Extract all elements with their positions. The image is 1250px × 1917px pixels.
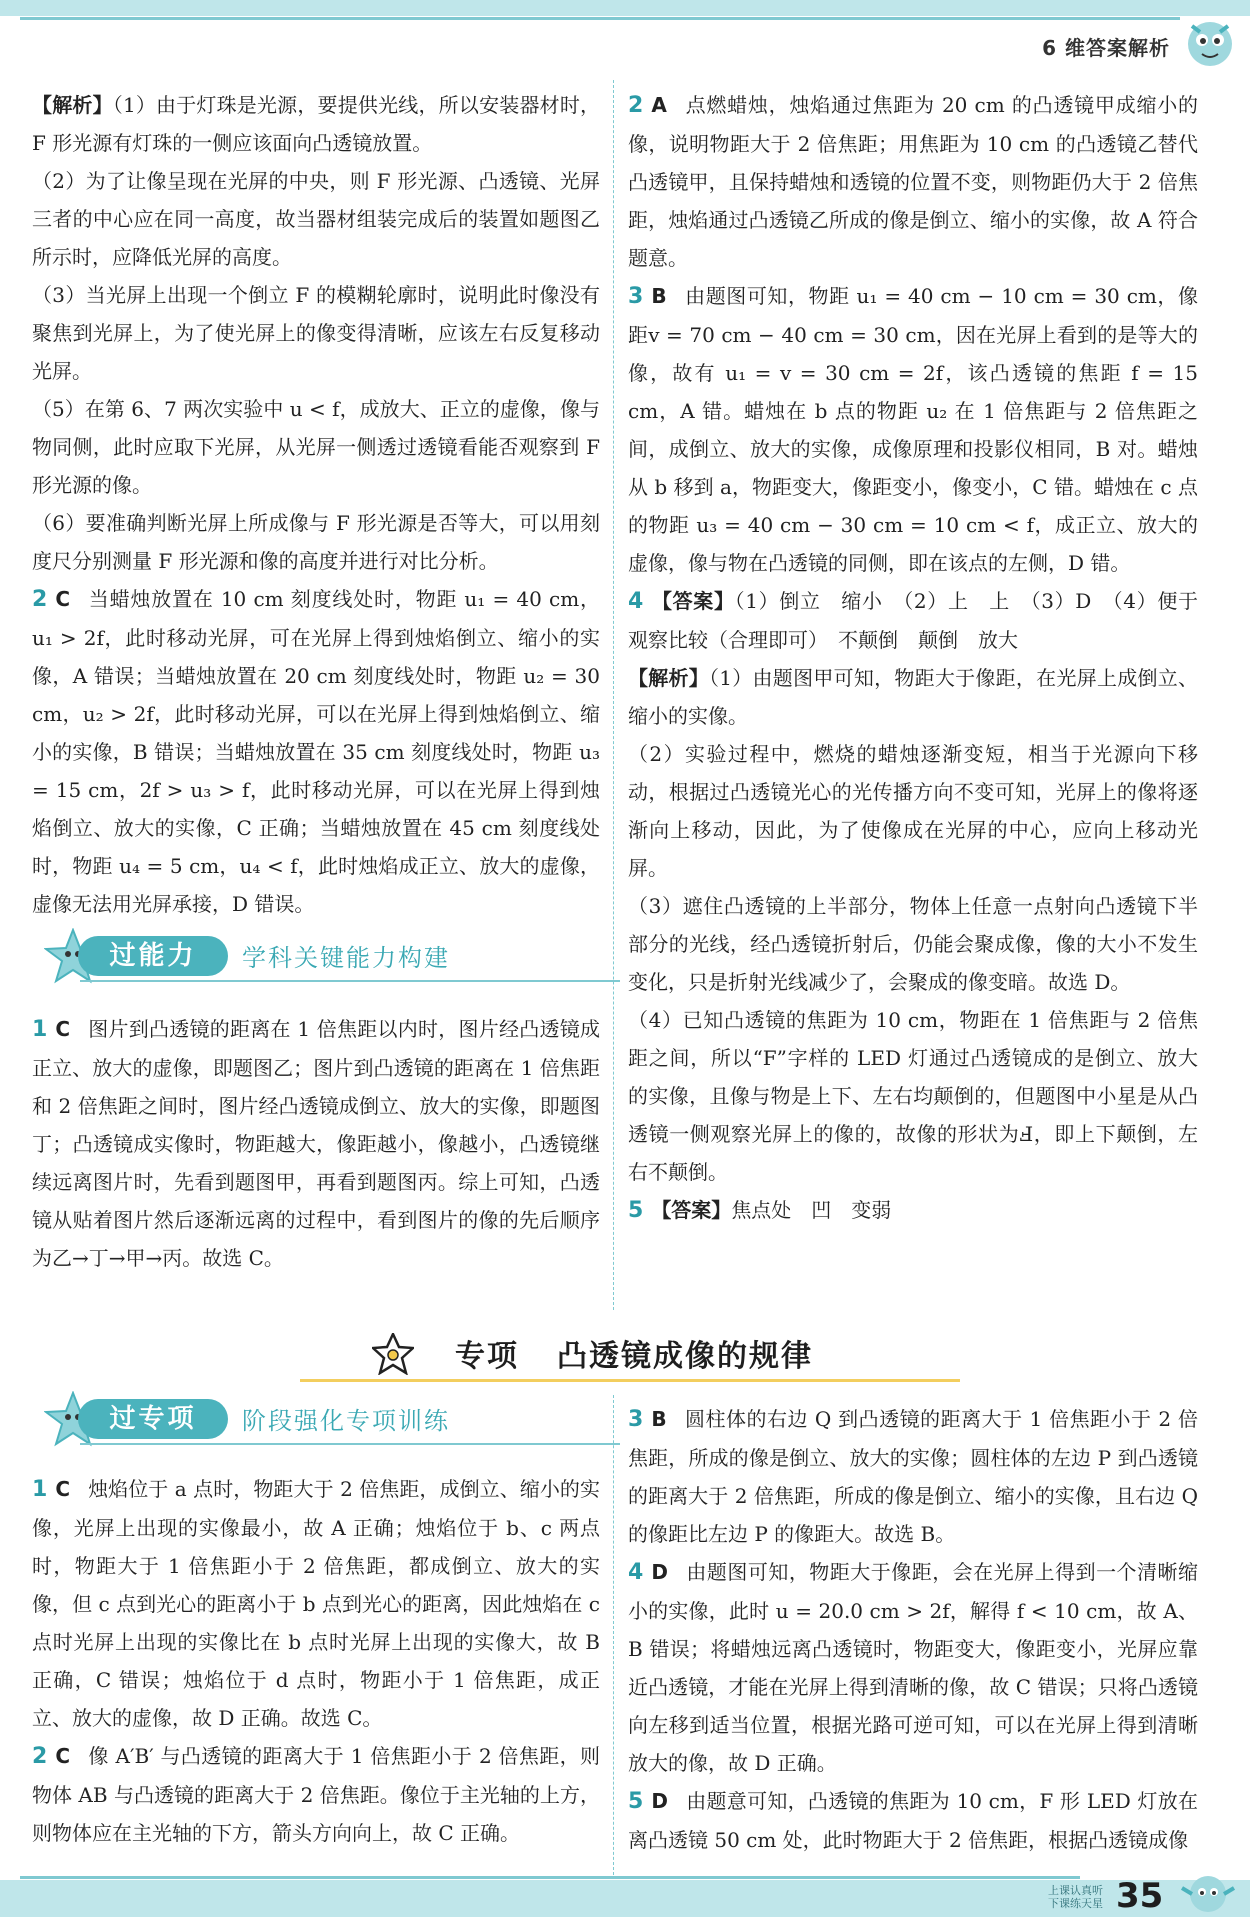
answer-item	[628, 1400, 1198, 1553]
question-number: 2	[32, 587, 48, 612]
answer-choice: C	[55, 1017, 70, 1041]
answer-choice: C	[55, 587, 70, 611]
answer-item	[628, 277, 1198, 582]
answer-item	[32, 1010, 600, 1277]
answer-item	[628, 86, 1198, 277]
paragraph-text: （1）由于灯珠是光源，要提供光线，所以安装器材时，F 形光源有灯珠的一侧应该面向凸透镜放置。	[32, 93, 601, 155]
footer-slogan	[1048, 1884, 1108, 1910]
answer-choice: B	[651, 284, 667, 308]
paragraph-text: 像 A′B′ 与凸透镜的距离大于 1 倍焦距小于 2 倍焦距，则物体 AB 与凸透镜的距离大于 2 倍焦距。像位于主光轴的上方，则物体应在主光轴的下方，箭头方向向上，故 C 正确。	[32, 1744, 600, 1845]
banner-practice-subtitle: 阶段强化专项训练	[242, 1407, 450, 1435]
analysis-paragraph	[628, 735, 1198, 887]
topic-heading	[0, 1325, 1250, 1381]
answer-item	[32, 1470, 600, 1737]
paragraph-text: 当蜡烛放置在 10 cm 刻度线处时，物距 u₁ = 40 cm，u₁ > 2f，此时移动光屏，可在光屏上得到烛焰倒立、缩小的实像，A 错误；当蜡烛放置在 20 cm 刻度线处时，物距 u₂ = 30 cm，u₂ > 2f，此时移动光屏，可以在光屏上得到烛焰倒立、缩小的实像，B 错误；当蜡烛放置在 35 cm 刻度线处时，物距 u₃ = 15 cm，2f > u₃ > f，此时移动光屏，可以在光屏上得到烛焰倒立、放大的实像，C 正确；当蜡烛放置在 45 cm 刻度线处时，物距 u₄ = 5 cm，u₄ < f，此时烛焰成正立、放大的虚像，虚像无法用光屏承接，D 错误。	[32, 587, 600, 916]
paragraph-text: 由题意可知，凸透镜的焦距为 10 cm，F 形 LED 灯放在离凸透镜 50 cm 处，此时物距大于 2 倍焦距，根据凸透镜成像	[628, 1789, 1198, 1852]
paragraph-text: （1）由题图甲可知，物距大于像距，在光屏上成倒立、缩小的实像。	[628, 666, 1198, 728]
column-divider-bottom	[613, 1395, 615, 1875]
paragraph-text: （3）当光屏上出现一个倒立 F 的模糊轮廓时，说明此时像没有聚焦到光屏上，为了使光屏上的像变得清晰，应该左右反复移动光屏。	[32, 283, 600, 383]
answer-choice: D	[651, 1789, 668, 1813]
paragraph-text: （5）在第 6、7 两次实验中 u < f，成放大、正立的虚像，像与物同侧，此时应取下光屏，从光屏一侧透过透镜看能否观察到 F 形光源的像。	[32, 397, 600, 497]
question-number: 4	[628, 1560, 644, 1585]
answer-choice: C	[55, 1477, 70, 1501]
paragraph-text: 由题图可知，物距大于像距，会在光屏上得到一个清晰缩小的实像，此时 u = 20.0 cm > 2f，解得 f < 10 cm，故 A、B 错误；将蜡烛远离凸透镜时，物距变大，像距变小，光屏应靠近凸透镜，才能在光屏上得到清晰的像，故 C 错误；只将凸透镜向左移到适当位置，根据光路可逆可知，可以在光屏上得到清晰放大的像，故 D 正确。	[628, 1560, 1198, 1775]
paragraph-text: 图片到凸透镜的距离在 1 倍焦距以内时，图片经凸透镜成正立、放大的虚像，即题图乙；图片到凸透镜的距离在 1 倍焦距和 2 倍焦距之间时，图片经凸透镜成倒立、放大的实像，即题图丁；凸透镜成实像时，物距越大，像距越小，像越小，凸透镜继续远离图片时，先看到题图甲，再看到题图丙。综上可知，凸透镜从贴着图片然后逐渐远离的过程中，看到图片的像的先后顺序为乙→丁→甲→丙。故选 C。	[32, 1017, 600, 1270]
analysis-paragraph	[32, 276, 600, 390]
analysis-paragraph	[32, 504, 600, 580]
banner-ability-subtitle: 学科关键能力构建	[242, 944, 450, 972]
paragraph-text: （4）已知凸透镜的焦距为 10 cm，物距在 1 倍焦距与 2 倍焦距之间，所以“F”字样的 LED 灯通过凸透镜成的是倒立、放大的实像，且像与物是上下、左右均颠倒的，但题图中小星是从凸透镜一侧观察光屏上的像的，故像的形状为Ⅎ，即上下颠倒，左右不颠倒。	[628, 1008, 1198, 1184]
analysis-paragraph	[32, 390, 600, 504]
topic-flower-icon	[372, 1333, 414, 1375]
answer-item	[628, 1782, 1198, 1859]
section-banner-ability	[20, 930, 610, 982]
left-column-ability	[32, 1010, 600, 1277]
analysis-paragraph	[32, 86, 600, 162]
answer-choice: C	[55, 1744, 70, 1768]
analysis-paragraph	[628, 1001, 1198, 1191]
left-column-bottom	[32, 1470, 600, 1852]
answer-item	[628, 582, 1198, 659]
section-banner-topic-practice	[20, 1393, 610, 1445]
question-number: 4	[628, 589, 644, 614]
topic-title	[455, 1331, 813, 1375]
label-tag: 【答案】	[651, 1198, 732, 1222]
paragraph-text: （6）要准确判断光屏上所成像与 F 形光源是否等大，可以用刻度尺分别测量 F 形光源和像的高度并进行对比分析。	[32, 511, 600, 573]
top-rule	[20, 17, 1180, 20]
question-number: 1	[32, 1477, 48, 1502]
banner-ability-title: 过能力	[78, 936, 228, 976]
answer-choice: B	[651, 1407, 667, 1431]
footer-slogan-line-2: 下课练天星	[1048, 1897, 1103, 1910]
question-number: 5	[628, 1198, 644, 1223]
answer-item	[32, 580, 600, 923]
paragraph-text: 点燃蜡烛，烛焰通过焦距为 20 cm 的凸透镜甲成缩小的像，说明物距大于 2 倍焦距；用焦距为 10 cm 的凸透镜乙替代凸透镜甲，且保持蜡烛和透镜的位置不变，则物距仍大于 2 倍焦距，烛焰通过凸透镜乙所成的像是倒立、缩小的实像，故 A 符合题意。	[628, 93, 1198, 270]
mascot-icon	[1178, 10, 1242, 74]
question-number: 3	[628, 1407, 644, 1432]
question-number: 3	[628, 284, 644, 309]
label-tag: 【解析】	[628, 666, 710, 690]
page-number: 35	[1116, 1876, 1164, 1916]
answer-item	[628, 1191, 1198, 1230]
answer-item	[628, 1553, 1198, 1782]
paragraph-text: （1）倒立 缩小 （2）上 上 （3）D （4）便于观察比较（合理即可） 不颠倒 颠倒 放大	[628, 589, 1199, 652]
left-column-top	[32, 86, 600, 923]
right-column-top	[628, 86, 1198, 1230]
topic-name: 凸透镜成像的规律	[557, 1339, 813, 1374]
top-color-band	[0, 0, 1250, 16]
column-divider-top	[613, 80, 615, 1310]
question-number: 1	[32, 1017, 48, 1042]
topic-label: 专项	[455, 1339, 519, 1374]
question-number: 5	[628, 1789, 644, 1814]
paragraph-text: 圆柱体的右边 Q 到凸透镜的距离大于 1 倍焦距小于 2 倍焦距，所成的像是倒立、放大的实像；圆柱体的左边 P 到凸透镜的距离大于 2 倍焦距，所成的像是倒立、缩小的实像，且右边 Q 的像距比左边 P 的像距大。故选 B。	[628, 1407, 1198, 1546]
footer-rule	[20, 1876, 1080, 1879]
paragraph-text: （2）实验过程中，燃烧的蜡烛逐渐变短，相当于光源向下移动，根据过凸透镜光心的光传播方向不变可知，光屏上的像将逐渐向上移动，因此，为了使像成在光屏的中心，应向上移动光屏。	[628, 742, 1198, 880]
analysis-paragraph	[32, 162, 600, 276]
analysis-paragraph	[628, 659, 1198, 735]
paragraph-text: （3）遮住凸透镜的上半部分，物体上任意一点射向凸透镜下半部分的光线，经凸透镜折射后，仍能会聚成像，像的大小不发生变化，只是折射光线减少了，会聚成的像变暗。故选 D。	[628, 894, 1198, 994]
footer-slogan-line-1: 上课认真听	[1048, 1884, 1103, 1897]
banner-underline	[80, 1443, 620, 1445]
answer-choice: A	[651, 93, 667, 117]
question-number: 2	[628, 93, 644, 118]
paragraph-text: （2）为了让像呈现在光屏的中央，则 F 形光源、凸透镜、光屏三者的中心应在同一高度，故当器材组装完成后的装置如题图乙所示时，应降低光屏的高度。	[32, 169, 600, 269]
banner-underline	[80, 980, 620, 982]
paragraph-text: 焦点处 凹 变弱	[731, 1198, 892, 1222]
label-tag: 【答案】	[651, 589, 735, 613]
answer-item	[32, 1737, 600, 1852]
question-number: 2	[32, 1744, 48, 1769]
label-tag: 【解析】	[32, 93, 113, 117]
right-column-bottom	[628, 1400, 1198, 1859]
banner-practice-title: 过专项	[78, 1399, 228, 1439]
topic-underline	[300, 1379, 960, 1382]
paragraph-text: 由题图可知，物距 u₁ = 40 cm − 10 cm = 30 cm，像距v = 70 cm − 40 cm = 30 cm，因在光屏上看到的是等大的像，故有 u₁ = v = 30 cm = 2f，该凸透镜的焦距 f = 15 cm，A 错。蜡烛在 b 点的物距 u₂ 在 1 倍焦距与 2 倍焦距之间，成倒立、放大的实像，成像原理和投影仪相同，B 对。蜡烛从 b 移到 a，物距变大，像距变小，像变小，C 错。蜡烛在 c 点的物距 u₃ = 40 cm − 30 cm = 10 cm < f，成正立、放大的虚像，像与物在凸透镜的同侧，即在该点的左侧，D 错。	[628, 284, 1198, 575]
paragraph-text: 烛焰位于 a 点时，物距大于 2 倍焦距，成倒立、缩小的实像，光屏上出现的实像最小，故 A 正确；烛焰位于 b、c 两点时，物距大于 1 倍焦距小于 2 倍焦距，都成倒立、放大的实像，但 c 点到光心的距离小于 b 点到光心的距离，因此烛焰在 c 点时光屏上出现的实像比在 b 点时光屏上出现的实像大，故 B 正确，C 错误；烛焰位于 d 点时，物距小于 1 倍焦距，成正立、放大的虚像，故 D 正确。故选 C。	[32, 1477, 600, 1730]
header-section-label: 6 维答案解析	[1042, 36, 1170, 60]
footer-mascot-icon	[1178, 1868, 1238, 1916]
analysis-paragraph	[628, 887, 1198, 1001]
answer-choice: D	[651, 1560, 668, 1584]
